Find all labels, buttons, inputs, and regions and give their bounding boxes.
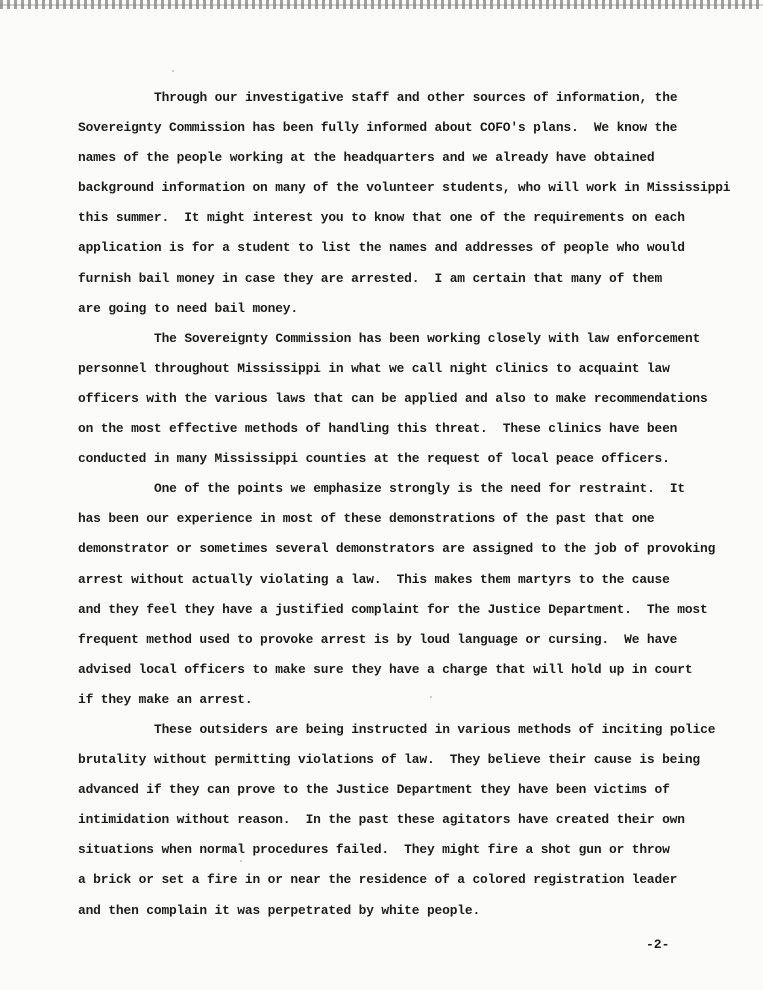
text-line: has been our experience in most of these demonstrations of the past that one: [78, 511, 655, 527]
text-line: and they feel they have a justified complaint for the Justice Department. The most: [78, 601, 708, 617]
scan-speck: [430, 696, 432, 698]
text-line: this summer. It might interest you to know that one of the requirements on each: [78, 210, 685, 226]
text-line: names of the people working at the headquarters and we already have obtained: [78, 150, 655, 166]
top-edge-line: [0, 4, 763, 6]
text-line: arrest without actually violating a law. This makes them martyrs to the cause: [78, 571, 670, 587]
text-line: furnish bail money in case they are arrested. I am certain that many of them: [78, 270, 663, 286]
text-line: situations when normal procedures failed. They might fire a shot gun or throw: [78, 842, 670, 858]
text-line: personnel throughout Mississippi in what we call night clinics to acquaint law: [78, 360, 670, 376]
body-text: [78, 83, 738, 926]
text-line: a brick or set a fire in or near the residence of a colored registration leader: [78, 872, 678, 888]
text-line: background information on many of the volunteer students, who will work in Mississippi: [78, 180, 731, 196]
text-line: officers with the various laws that can be applied and also to make recommendations: [78, 390, 708, 406]
text-line: Sovereignty Commission has been fully informed about COFO's plans. We know the: [78, 120, 678, 136]
text-line: These outsiders are being instructed in various methods of inciting police: [154, 721, 716, 737]
text-line: application is for a student to list the names and addresses of people who would: [78, 240, 685, 256]
text-line: Through our investigative staff and other sources of information, the: [154, 90, 678, 105]
scan-speck: [240, 860, 242, 862]
text-line: intimidation without reason. In the past these agitators have created their own: [78, 812, 685, 828]
paragraph-3: [78, 474, 738, 715]
text-line: conducted in many Mississippi counties at the request of local peace officers.: [78, 451, 670, 467]
text-line: brutality without permitting violations of law. They believe their cause is being: [78, 752, 701, 768]
paragraph-4: [78, 715, 738, 926]
text-line: advanced if they can prove to the Justice Department they have been victims of: [78, 782, 670, 798]
text-line: on the most effective methods of handling this threat. These clinics have been: [78, 421, 678, 437]
text-line: demonstrator or sometimes several demonstrators are assigned to the job of provoking: [78, 541, 716, 557]
text-line: are going to need bail money.: [78, 300, 298, 316]
text-line: and then complain it was perpetrated by white people.: [78, 902, 481, 918]
text-line: The Sovereignty Commission has been working closely with law enforcement: [154, 330, 701, 346]
scan-speck: [172, 70, 174, 72]
paragraph-2: [78, 324, 738, 474]
text-line: advised local officers to make sure they have a charge that will hold up in court: [78, 661, 693, 677]
text-line: if they make an arrest.: [78, 691, 253, 707]
page-number: -2-: [646, 937, 670, 952]
text-line: frequent method used to provoke arrest is by loud language or cursing. We have: [78, 631, 678, 647]
text-line: One of the points we emphasize strongly is the need for restraint. It: [154, 481, 685, 497]
paragraph-1: [78, 83, 738, 324]
